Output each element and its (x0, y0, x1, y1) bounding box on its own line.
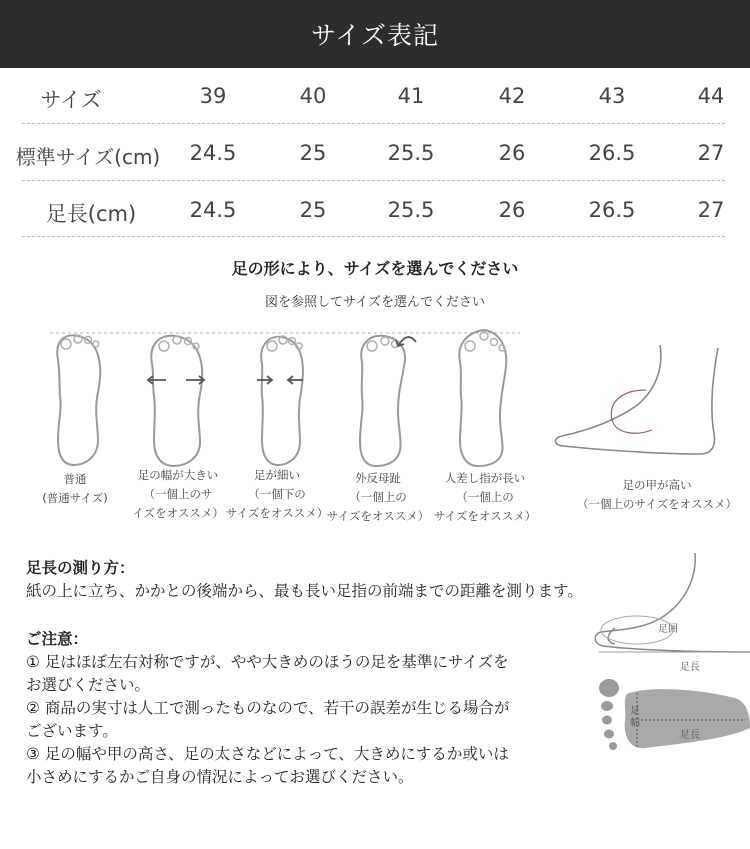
high-instep-foot-icon (555, 345, 718, 454)
row-divider (22, 180, 725, 181)
note-line: 小さめにするかご自身の情況によってお選びください。 (26, 768, 414, 786)
size-cell: 25 (299, 198, 327, 222)
size-cell: 27 (697, 141, 725, 165)
size-row-size (0, 70, 750, 127)
label-length-sole: 足長 (680, 730, 700, 741)
measure-title: 足長の測り方： (26, 559, 135, 577)
size-cell: 24.5 (189, 198, 237, 222)
size-cell: 39 (199, 84, 227, 108)
size-row-foot-length (0, 184, 750, 241)
size-table (0, 70, 750, 241)
size-cell: 26.5 (588, 198, 636, 222)
guide-title: 足の形により、サイズを選んでください (231, 259, 519, 278)
notes-title: ご注意： (26, 630, 89, 648)
size-cell: 42 (498, 84, 526, 108)
sole-footprint-icon (599, 679, 750, 750)
caption-wide: 足の幅が大きい （一個上のサ イズをオススメ） (132, 468, 224, 520)
size-cell: 26.5 (588, 141, 636, 165)
note-line: ② 商品の実寸は人工で測ったものなので、若干の誤差が生じる場合が (26, 699, 510, 717)
caption-long-second-toe: 人差し指が長い （一個上の サイズをオススメ） (433, 471, 537, 523)
row-label-size: サイズ (40, 88, 102, 112)
caption-bunion: 外反母趾 （一個上の サイズをオススメ） (326, 471, 430, 523)
page-header (0, 0, 750, 68)
note-line: ① 足はほぼ左右対称ですが、やや大きめのほうの足を基準にサイズを (26, 653, 509, 671)
note-line: ございます。 (26, 722, 118, 740)
measurement-diagram (585, 548, 750, 768)
size-cell: 24.5 (189, 141, 237, 165)
label-length-side: 足長 (680, 662, 700, 673)
caption-normal: 普通 (普通サイズ) (42, 472, 108, 505)
note-line: ③ 足の幅や甲の高さ、足の太さなどによって、大きめにするか或いは (26, 745, 509, 763)
measure-text: 紙の上に立ち、かかとの後端から、最も長い足指の前端までの距離を測ります。 (26, 582, 583, 600)
bunion-foot-icon (360, 336, 405, 466)
size-cell: 41 (397, 84, 425, 108)
wide-foot-icon (151, 336, 202, 466)
size-cell: 25.5 (387, 141, 435, 165)
label-width: 足幅 (630, 706, 640, 729)
size-cell: 25 (299, 141, 327, 165)
foot-types-illustration (0, 320, 750, 470)
row-divider (22, 236, 725, 237)
row-label-foot-length: 足長(cm) (45, 202, 137, 226)
size-cell: 25.5 (387, 198, 435, 222)
narrow-foot-icon (261, 337, 303, 465)
size-row-standard (0, 127, 750, 184)
guide-subtitle: 図を参照してサイズを選んでください (265, 295, 485, 310)
size-cell: 27 (697, 198, 725, 222)
size-cell: 26 (498, 141, 526, 165)
size-cell: 43 (598, 84, 626, 108)
normal-foot-icon (57, 335, 100, 465)
size-cell: 26 (498, 198, 526, 222)
header-title: サイズ表記 (310, 21, 439, 50)
caption-high-instep: 足の甲が高い （一個上のサイズをオススメ） (577, 478, 737, 511)
caption-narrow: 足が細い （一個下の サイズをオススメ） (225, 468, 329, 520)
row-label-standard: 標準サイズ(cm) (15, 145, 161, 169)
size-cell: 40 (299, 84, 327, 108)
size-cell: 44 (697, 84, 725, 108)
side-foot-icon (595, 553, 750, 652)
label-girth: 足囲 (658, 624, 678, 635)
note-line: お選びください。 (26, 676, 151, 694)
row-divider (22, 123, 725, 124)
